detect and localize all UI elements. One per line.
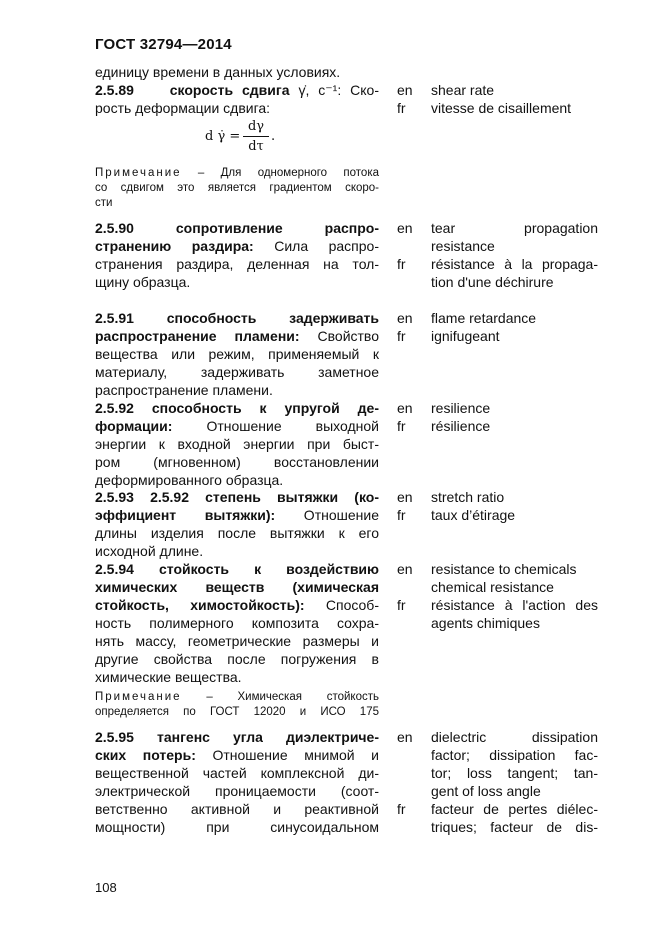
note-2589-line: сти	[95, 197, 113, 209]
term-2593-line: эффициент вытяжки): Отношение	[95, 507, 379, 523]
term-2589-symbol: γ̇	[289, 82, 306, 98]
lang-en: en	[397, 489, 413, 505]
term-2591-line: вещества или режим, применяемый к	[95, 346, 379, 362]
term-2591-line: распространение пламени.	[95, 382, 273, 398]
lang-en: en	[397, 82, 413, 98]
term-2595-line: вещественной частей комплексной ди-	[95, 765, 379, 781]
english-term: shear rate	[431, 82, 495, 98]
formula-denominator: dτ	[248, 139, 264, 154]
english-term: resistance	[431, 238, 495, 254]
term-2590-line: странения раздира, деленная на тол-	[95, 256, 379, 272]
french-term: taux d’étirage	[431, 507, 516, 523]
term-2595-title: 2.5.95 тангенс угла диэлектриче-	[95, 729, 379, 745]
term-2593-title: 2.5.93 2.5.92 степень вытяжки (ко-	[95, 489, 379, 505]
term-2589-definition: рость деформации сдвига:	[95, 100, 271, 116]
term-2594-line: другие свойства после погружения в	[95, 651, 379, 667]
note-label: Примечание	[95, 691, 182, 703]
english-term: tear propagation	[431, 220, 598, 236]
term-2592-line: формации: Отношение выходной	[95, 418, 379, 434]
term-2589-title: скорость сдвига	[169, 82, 290, 98]
lang-fr: fr	[397, 256, 406, 272]
french-term: tion d'une déchirure	[431, 274, 554, 290]
term-2591-line: материалу, задерживать заметное	[95, 364, 379, 380]
french-term: ignifugeant	[431, 328, 500, 344]
term-2594-line: химические вещества.	[95, 669, 242, 685]
term-2591-line: распространение пламени: Свойство	[95, 328, 379, 344]
french-term: résilience	[431, 418, 491, 434]
lang-en: en	[397, 729, 413, 745]
term-2592-line: ром (мгновенном) восстановлении	[95, 454, 379, 470]
note-2589-line: со сдвигом это является градиентом скоро-	[95, 182, 379, 194]
french-term: résistance à l'action des	[431, 597, 598, 613]
french-term: résistance à la propaga-	[431, 256, 598, 272]
lang-fr: fr	[397, 328, 406, 344]
term-2594-line: стойкость, химостойкость): Способ-	[95, 597, 379, 613]
english-term: resistance to chemicals	[431, 561, 577, 577]
term-2590-line: странению раздира: Сила распро-	[95, 238, 380, 254]
note-2589-line: Примечание – Для одномерного потока	[95, 167, 379, 179]
lang-en: en	[397, 310, 413, 326]
formula-fraction	[243, 119, 269, 155]
french-term: facteur de pertes diélec-	[431, 801, 598, 817]
lang-fr: fr	[397, 100, 406, 116]
lang-fr: fr	[397, 801, 406, 817]
lang-en: en	[397, 220, 413, 236]
english-term: tor; loss tangent; tan-	[431, 765, 598, 781]
term-2592-line: деформированного образца.	[95, 472, 284, 488]
french-term: vitesse de cisaillement	[431, 100, 572, 116]
english-term: flame retardance	[431, 310, 537, 326]
term-2595-line: электрической проницаемости (соот-	[95, 783, 379, 799]
english-term: factor; dissipation fac-	[431, 747, 598, 763]
formula-numerator: dγ	[247, 119, 265, 134]
term-2595-line: ветственно активной и реактивной	[95, 801, 379, 817]
page-number: 108	[95, 880, 117, 895]
english-term: gent of loss angle	[431, 783, 541, 799]
lang-en: en	[397, 400, 413, 416]
lang-fr: fr	[397, 418, 406, 434]
lang-fr: fr	[397, 507, 406, 523]
french-term: agents chimiques	[431, 615, 540, 631]
term-2594-title: 2.5.94 стойкость к воздействию	[95, 561, 379, 577]
note-label: Примечание	[95, 167, 182, 179]
fraction-bar	[243, 136, 269, 137]
term-2589-line: 2.5.89 скорость сдвига γ̇, с⁻¹: Ско-	[95, 82, 380, 98]
continuation-text: единицу времени в данных условиях.	[95, 64, 341, 80]
term-2590-title: 2.5.90 сопротивление распро-	[95, 220, 379, 236]
term-2594-line: ность полимерного композита сохра-	[95, 615, 379, 631]
term-2593-line: длины изделия после вытяжки к его	[95, 525, 379, 541]
document-header: ГОСТ 32794—2014	[95, 36, 232, 53]
term-2594-line: нять массу, геометрические размеры и	[95, 633, 379, 649]
term-2594-title: химических веществ (химическая	[95, 579, 379, 595]
english-term: chemical resistance	[431, 579, 554, 595]
term-2590-line: щину образца.	[95, 274, 191, 290]
term-2592-title: 2.5.92 способность к упругой де-	[95, 400, 379, 416]
english-term: resilience	[431, 400, 491, 416]
lang-fr: fr	[397, 597, 406, 613]
note-2594-line: Примечание – Химическая стойкость	[95, 691, 379, 703]
term-2595-line: ских потерь: Отношение мнимой и	[95, 747, 380, 763]
english-term: dielectric dissipation	[431, 729, 598, 745]
note-2594-line: определяется по ГОСТ 12020 и ИСО 175	[95, 706, 379, 718]
term-2595-line: мощности) при синусоидальном	[95, 819, 379, 835]
term-2592-line: энергии к входной энергии при быст-	[95, 436, 379, 452]
french-term: triques; facteur de dis-	[431, 819, 598, 835]
formula-period: .	[271, 129, 276, 144]
english-term: stretch ratio	[431, 489, 505, 505]
term-2593-line: исходной длине.	[95, 543, 204, 559]
term-2591-title: 2.5.91 способность задерживать	[95, 310, 379, 326]
lang-en: en	[397, 561, 413, 577]
formula-lhs: d γ̇ =	[205, 129, 241, 144]
